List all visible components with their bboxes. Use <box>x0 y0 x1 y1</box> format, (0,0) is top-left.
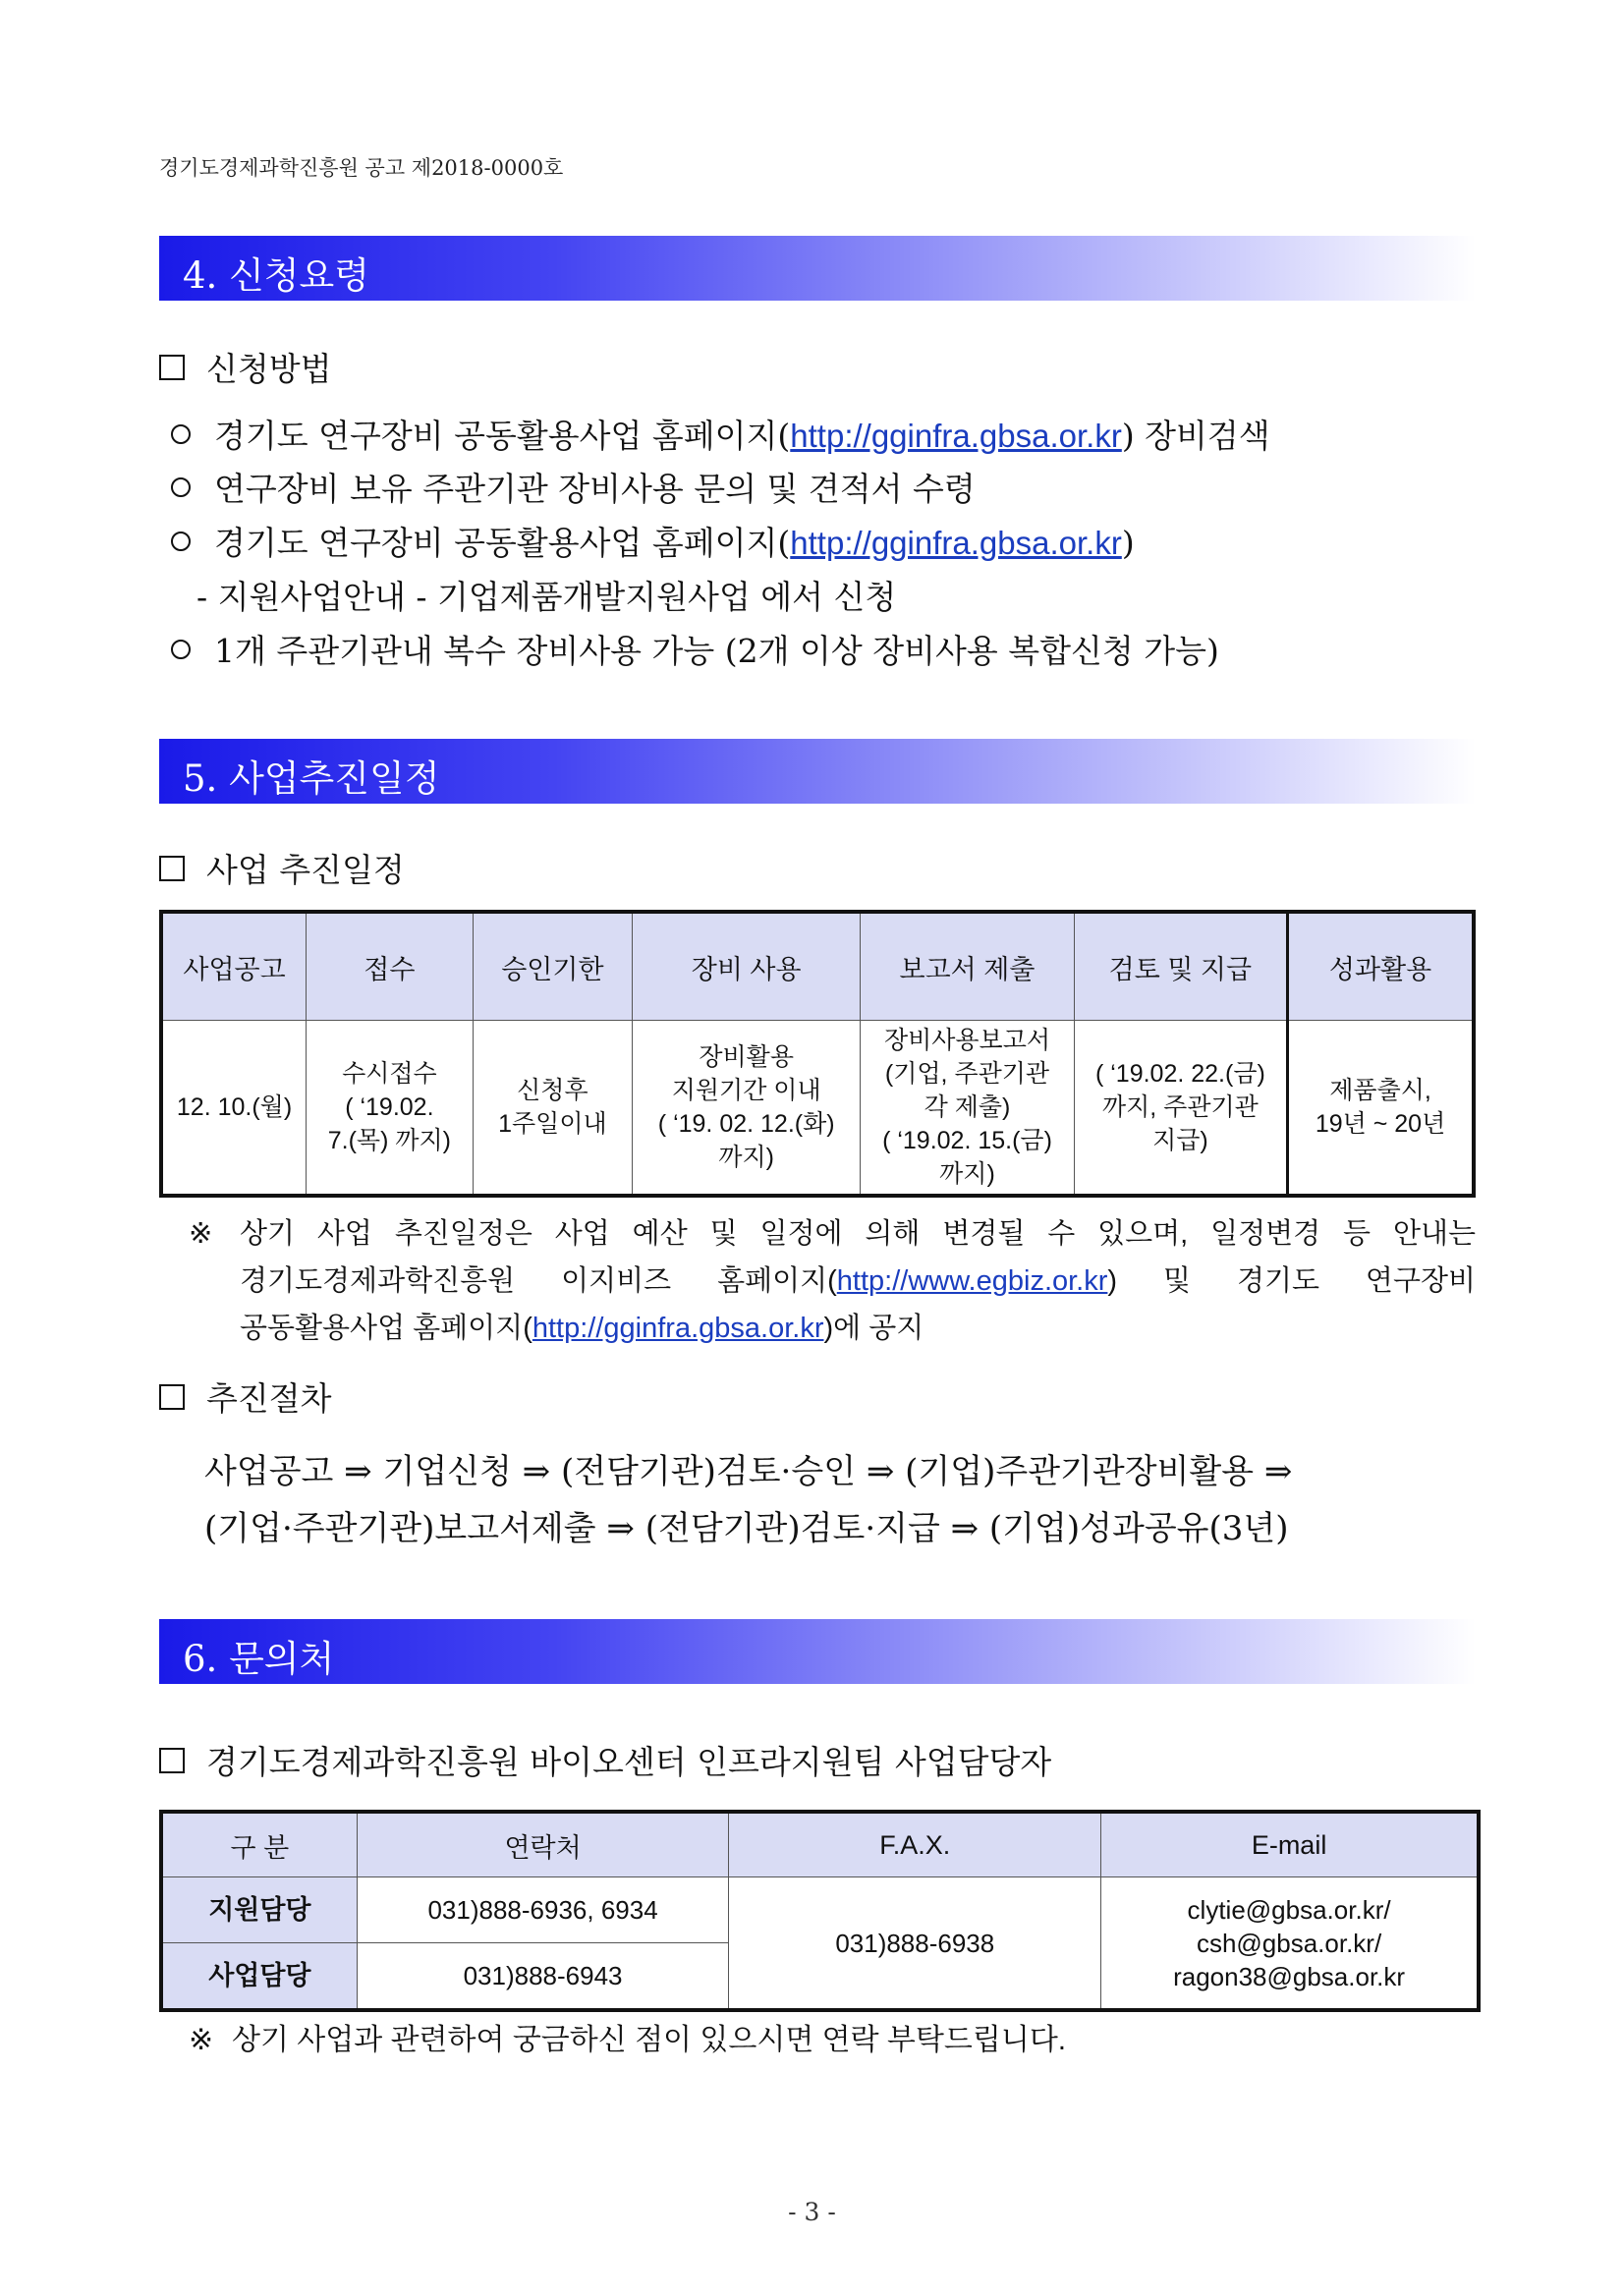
bullet-2: 연구장비 보유 주관기관 장비사용 문의 및 견적서 수령 <box>167 464 976 510</box>
subhead-text: 경기도경제과학진흥원 바이오센터 인프라지원팀 사업담당자 <box>206 1743 1052 1781</box>
row-label: 사업담당 <box>161 1943 357 2011</box>
schedule-note: ※ 상기 사업 추진일정은 사업 예산 및 일정에 의해 변경될 수 있으며, 일정변경 등 안내는 경기도경제과학진흥원 이지비즈 홈페이지(http://www.egbiz.or.kr) 및 경기도 연구장비 공동활용사업 홈페이지(http://gginfra.gbsa.or.kr)에 공지 <box>189 1210 1476 1352</box>
square-bullet-icon <box>159 1384 185 1410</box>
table-header-row <box>161 912 1474 1021</box>
bullet-1: 경기도 연구장비 공동활용사업 홈페이지(http://gginfra.gbsa.or.kr) 장비검색 <box>167 411 1270 457</box>
section-5-subhead-2 <box>159 1373 332 1420</box>
process-flow-line-2: (기업·주관기관)보고서제출 ⇒ (전담기관)검토·지급 ⇒ (기업)성과공유(3년) <box>204 1509 1289 1548</box>
table-row <box>161 1021 1474 1197</box>
row-label: 지원담당 <box>161 1877 357 1943</box>
gginfra-link[interactable]: http://gginfra.gbsa.or.kr <box>532 1313 824 1344</box>
egbiz-link[interactable]: http://www.egbiz.or.kr <box>836 1265 1108 1297</box>
section-4-bar <box>159 236 1476 301</box>
document-header: 경기도경제과학진흥원 공고 제2018-0000호 <box>159 156 564 180</box>
reference-mark: ※ <box>189 1218 213 1250</box>
table-cell: 장비활용 지원기간 이내 ( ‘19. 02. 12.(화) 까지) <box>633 1021 861 1197</box>
table-cell: 신청후 1주일이내 <box>473 1021 632 1197</box>
circle-bullet-icon <box>171 477 191 497</box>
section-6-title: 6. 문의처 <box>183 1638 335 1680</box>
circle-bullet-icon <box>171 532 191 551</box>
process-flow-line-1: 사업공고 ⇒ 기업신청 ⇒ (전담기관)검토·승인 ⇒ (기업)주관기관장비활용 ⇒ <box>204 1452 1293 1491</box>
table-header: 검토 및 지급 <box>1074 912 1287 1021</box>
table-header: 접수 <box>307 912 474 1021</box>
bullet-4: 1개 주관기관내 복수 장비사용 가능 (2개 이상 장비사용 복합신청 가능) <box>167 626 1219 672</box>
table-header: 연락처 <box>357 1812 729 1877</box>
page-number: - 3 - <box>788 2198 836 2226</box>
table-cell: ( ‘19.02. 22.(금) 까지, 주관기관 지급) <box>1074 1021 1287 1197</box>
gginfra-link[interactable]: http://gginfra.gbsa.or.kr <box>790 525 1122 561</box>
square-bullet-icon <box>159 1748 185 1773</box>
circle-bullet-icon <box>171 640 191 659</box>
subhead-text: 신청방법 <box>206 350 332 388</box>
table-header-row <box>161 1812 1479 1877</box>
table-header: 장비 사용 <box>633 912 861 1021</box>
section-4-subhead <box>159 344 332 390</box>
bullet-3-sub: - 지원사업안내 - 기업제품개발지원사업 에서 신청 <box>196 578 897 616</box>
square-bullet-icon <box>159 856 185 881</box>
contact-note: ※ 상기 사업과 관련하여 궁금하신 점이 있으시면 연락 부탁드립니다. <box>189 2017 1476 2064</box>
table-header: 성과활용 <box>1288 912 1474 1021</box>
table-cell: 제품출시, 19년 ~ 20년 <box>1288 1021 1474 1197</box>
table-header: 승인기한 <box>473 912 632 1021</box>
contact-table <box>159 1810 1481 2012</box>
table-row <box>161 1877 1479 1943</box>
table-header: E-mail <box>1101 1812 1479 1877</box>
schedule-table <box>159 910 1476 1198</box>
table-header: 사업공고 <box>161 912 307 1021</box>
section-6-subhead <box>159 1737 1051 1783</box>
table-header: 구 분 <box>161 1812 357 1877</box>
table-cell: 장비사용보고서 (기업, 주관기관 각 제출) ( ‘19.02. 15.(금) 까지) <box>861 1021 1074 1197</box>
email-cell: clytie@gbsa.or.kr/ csh@gbsa.or.kr/ ragon38@gbsa.or.kr <box>1101 1877 1479 2011</box>
subhead-text: 사업 추진일정 <box>206 851 405 889</box>
section-4-title: 4. 신청요령 <box>183 254 370 297</box>
reference-mark: ※ <box>189 2024 214 2056</box>
section-5-subhead <box>159 845 405 891</box>
table-cell: 수시접수 ( ‘19.02. 7.(목) 까지) <box>307 1021 474 1197</box>
section-5-title: 5. 사업추진일정 <box>183 757 440 800</box>
fax-cell: 031)888-6938 <box>729 1877 1101 2011</box>
phone-cell: 031)888-6936, 6934 <box>357 1877 729 1943</box>
table-cell: 12. 10.(월) <box>161 1021 307 1197</box>
gginfra-link[interactable]: http://gginfra.gbsa.or.kr <box>790 418 1122 454</box>
table-header: F.A.X. <box>729 1812 1101 1877</box>
table-header: 보고서 제출 <box>861 912 1074 1021</box>
bullet-3: 경기도 연구장비 공동활용사업 홈페이지(http://gginfra.gbsa.or.kr) <box>167 518 1135 564</box>
circle-bullet-icon <box>171 424 191 444</box>
subhead-text: 추진절차 <box>206 1379 332 1418</box>
phone-cell: 031)888-6943 <box>357 1943 729 2011</box>
section-6-bar <box>159 1619 1476 1684</box>
square-bullet-icon <box>159 355 185 380</box>
section-5-bar <box>159 739 1476 804</box>
